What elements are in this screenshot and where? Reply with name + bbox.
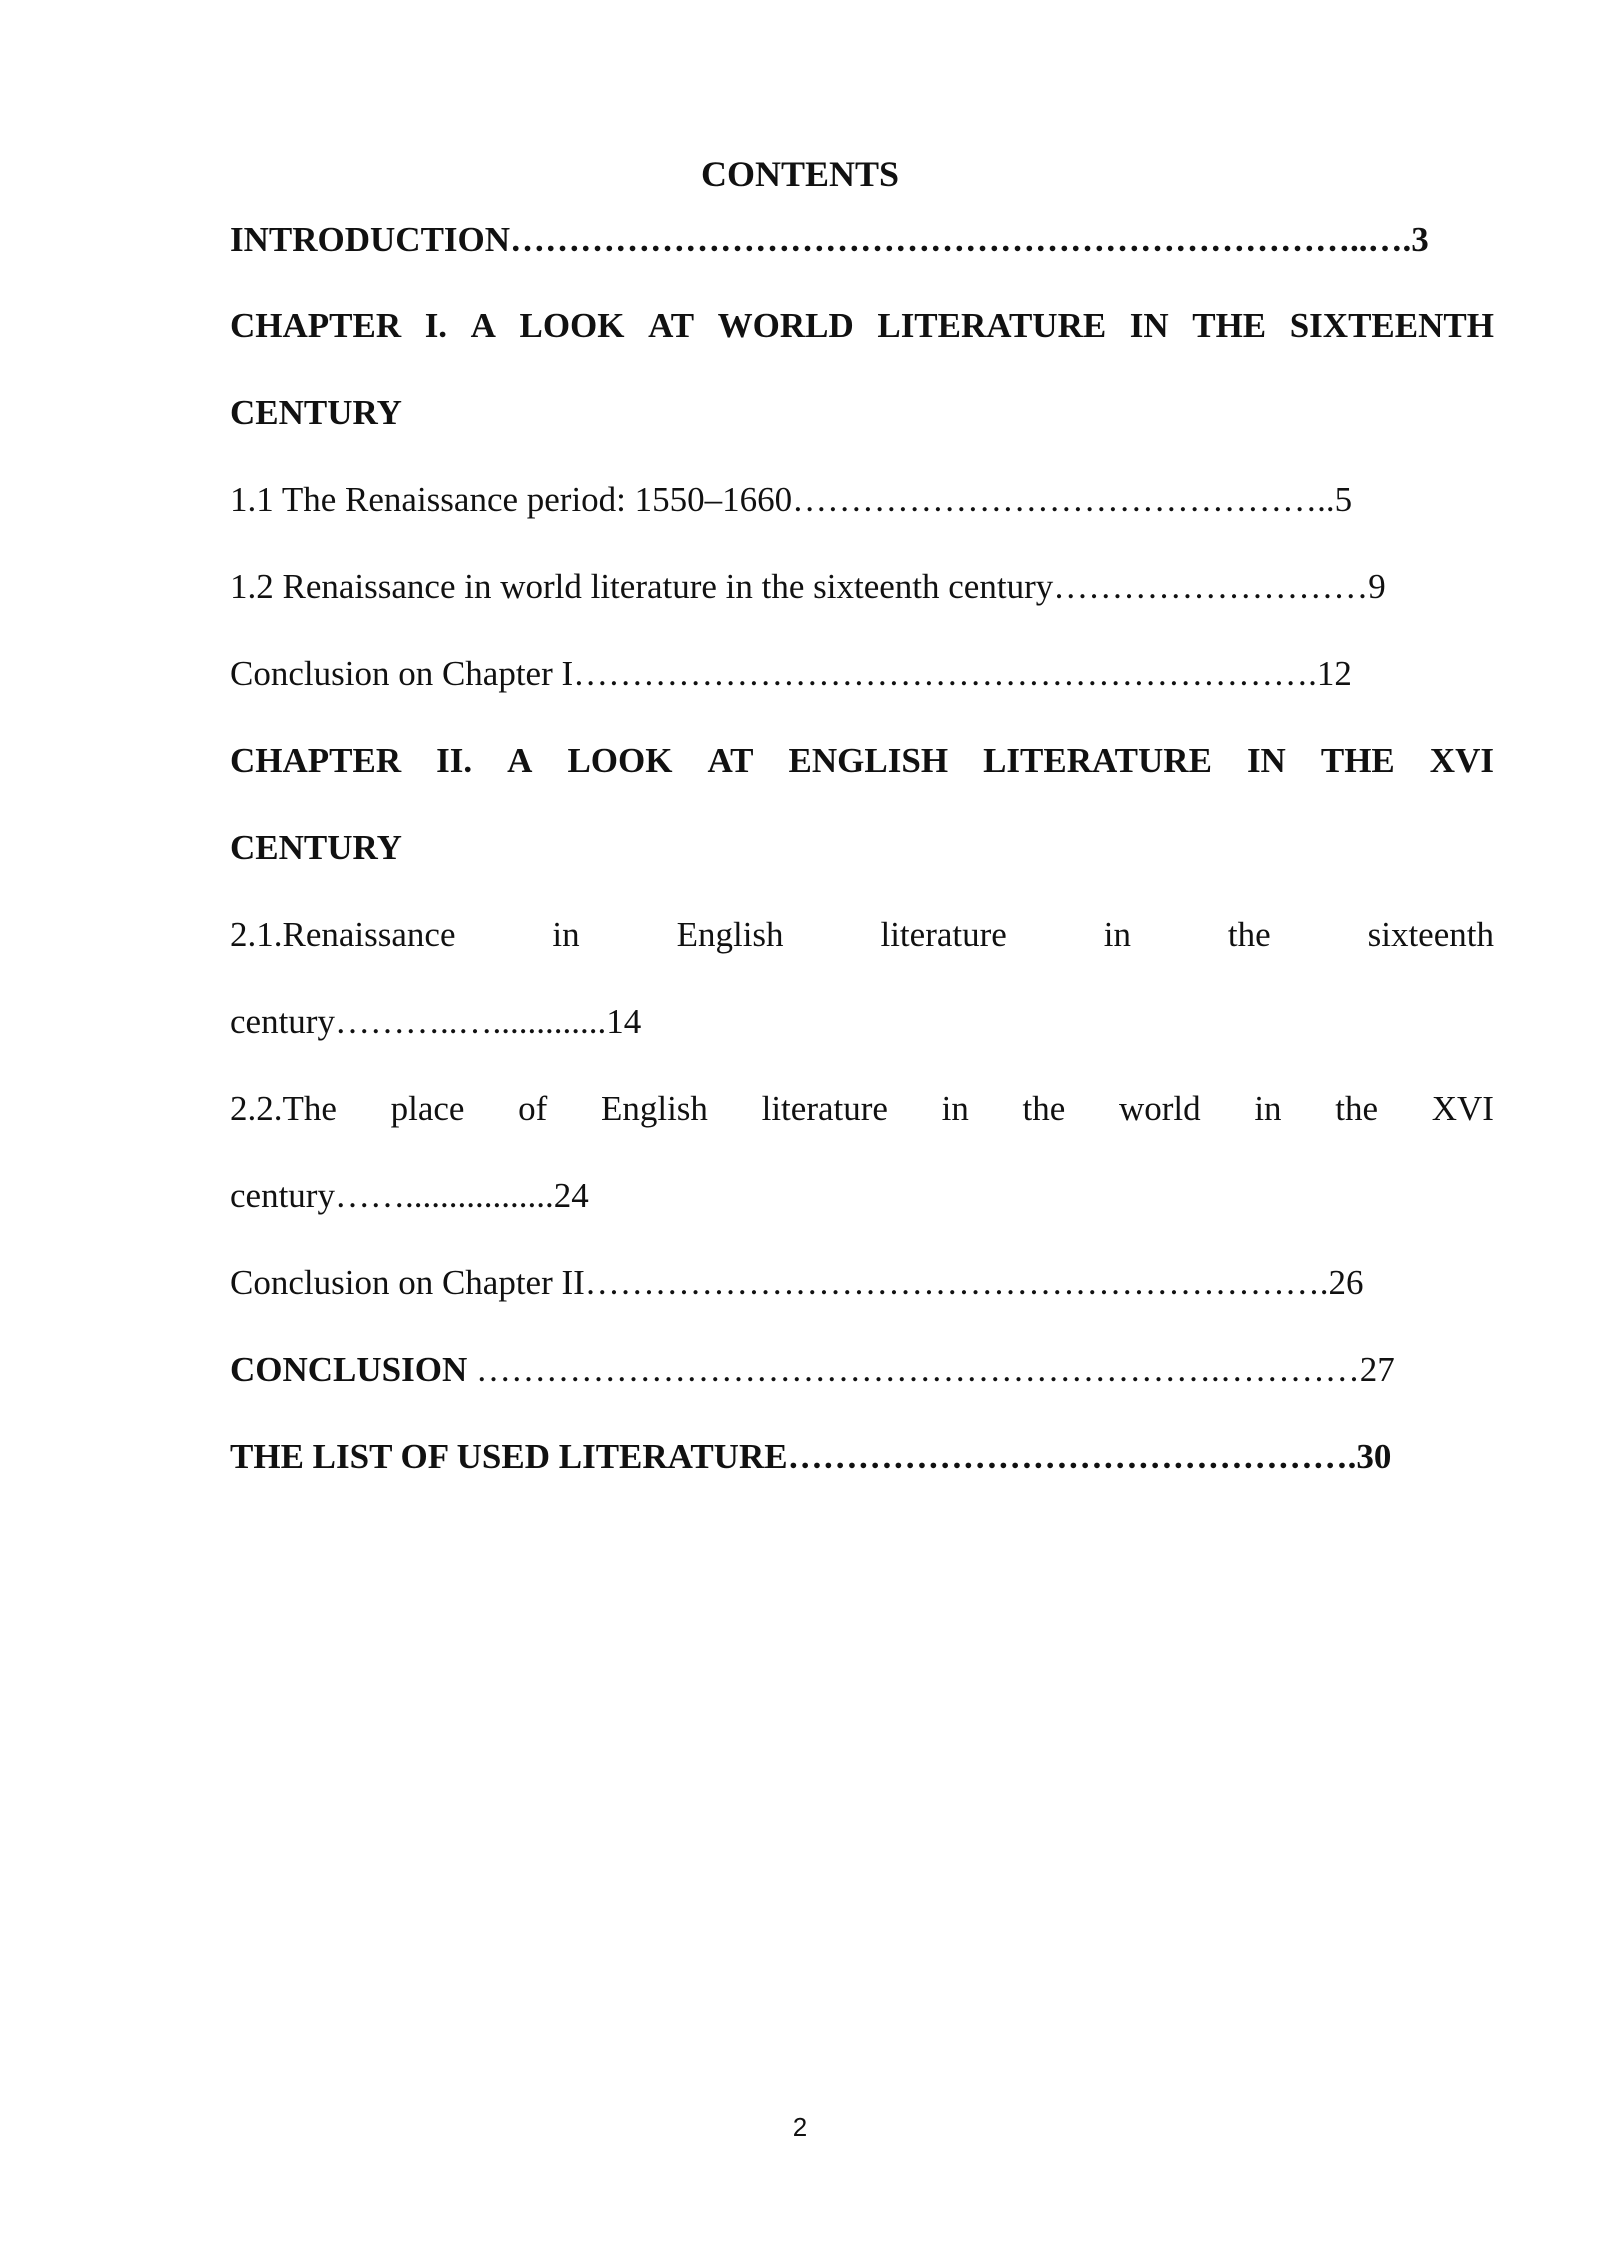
section-2-2-word: the xyxy=(1022,1089,1066,1128)
section-2-2-word: of xyxy=(518,1089,548,1128)
section-2-1-word: 2.1.Renaissance xyxy=(230,915,456,954)
toc-entry-conclusion-chapter-2: Conclusion on Chapter II……………………………………………………….26 xyxy=(230,1263,1364,1302)
chapter-2-word: XVI xyxy=(1429,741,1494,780)
toc-entry-section-1-2: 1.2 Renaissance in world literature in the sixteenth century………………………9 xyxy=(230,567,1386,606)
section-2-2-word: place xyxy=(390,1089,465,1128)
chapter-1-word: A xyxy=(470,306,496,345)
chapter-1-word: LITERATURE xyxy=(877,306,1107,345)
chapter-2-word: CHAPTER xyxy=(230,741,402,780)
toc-entry-chapter-2-title xyxy=(230,739,1494,783)
toc-entry-section-2-1 xyxy=(230,913,1494,957)
conclusion-leader: ……………………………………………………….…………27 xyxy=(467,1350,1395,1389)
page-number: 2 xyxy=(792,2112,808,2142)
chapter-2-word: AT xyxy=(707,741,754,780)
chapter-1-word: IN xyxy=(1129,306,1169,345)
chapter-1-word: LOOK xyxy=(519,306,625,345)
section-2-2-word: 2.2.The xyxy=(230,1089,337,1128)
chapter-1-word: THE xyxy=(1192,306,1267,345)
section-2-2-word: in xyxy=(941,1089,969,1128)
conclusion-label: CONCLUSION xyxy=(230,1350,468,1389)
chapter-2-word: LOOK xyxy=(567,741,673,780)
toc-entry-section-1-1: 1.1 The Renaissance period: 1550–1660………………………………………..5 xyxy=(230,480,1353,519)
toc-entry-conclusion-chapter-1: Conclusion on Chapter I……………………………………………………….12 xyxy=(230,654,1352,693)
toc-entry-section-2-1-cont: century………..….............14 xyxy=(230,1002,642,1041)
section-2-1-word: in xyxy=(552,915,580,954)
chapter-2-word: A xyxy=(507,741,533,780)
section-2-2-word: in xyxy=(1254,1089,1282,1128)
section-2-2-word: the xyxy=(1335,1089,1379,1128)
chapter-1-word: I. xyxy=(424,306,448,345)
chapter-1-word: WORLD xyxy=(717,306,854,345)
section-2-2-word: English xyxy=(600,1089,708,1128)
chapter-1-word: CHAPTER xyxy=(230,306,402,345)
toc-entry-chapter-1-title xyxy=(230,304,1494,348)
toc-entry-used-literature: THE LIST OF USED LITERATURE………………………………………….30 xyxy=(230,1437,1392,1476)
chapter-1-word: SIXTEENTH xyxy=(1289,306,1494,345)
toc-entry-chapter-1-title-cont: CENTURY xyxy=(230,393,402,432)
toc-entry-section-2-2 xyxy=(230,1087,1494,1131)
chapter-2-word: THE xyxy=(1320,741,1395,780)
toc-entry-conclusion xyxy=(230,1348,1494,1392)
toc-entry-section-2-2-cont: century…….................24 xyxy=(230,1176,589,1215)
section-2-2-word: world xyxy=(1118,1089,1201,1128)
chapter-2-word: ENGLISH xyxy=(788,741,949,780)
toc-entry-chapter-2-title-cont: CENTURY xyxy=(230,828,402,867)
section-2-1-word: literature xyxy=(880,915,1007,954)
toc-entry-introduction: INTRODUCTION………………………………………………………………..….3 xyxy=(230,220,1429,259)
chapter-2-word: IN xyxy=(1246,741,1286,780)
chapter-2-word: LITERATURE xyxy=(983,741,1212,780)
section-2-2-word: XVI xyxy=(1431,1089,1494,1128)
chapter-2-word: II. xyxy=(436,741,473,780)
contents-heading: CONTENTS xyxy=(700,154,900,194)
section-2-1-word: the xyxy=(1227,915,1271,954)
section-2-1-word: in xyxy=(1103,915,1131,954)
section-2-1-word: English xyxy=(676,915,784,954)
chapter-1-word: AT xyxy=(648,306,695,345)
section-2-2-word: literature xyxy=(761,1089,888,1128)
section-2-1-word: sixteenth xyxy=(1367,915,1494,954)
